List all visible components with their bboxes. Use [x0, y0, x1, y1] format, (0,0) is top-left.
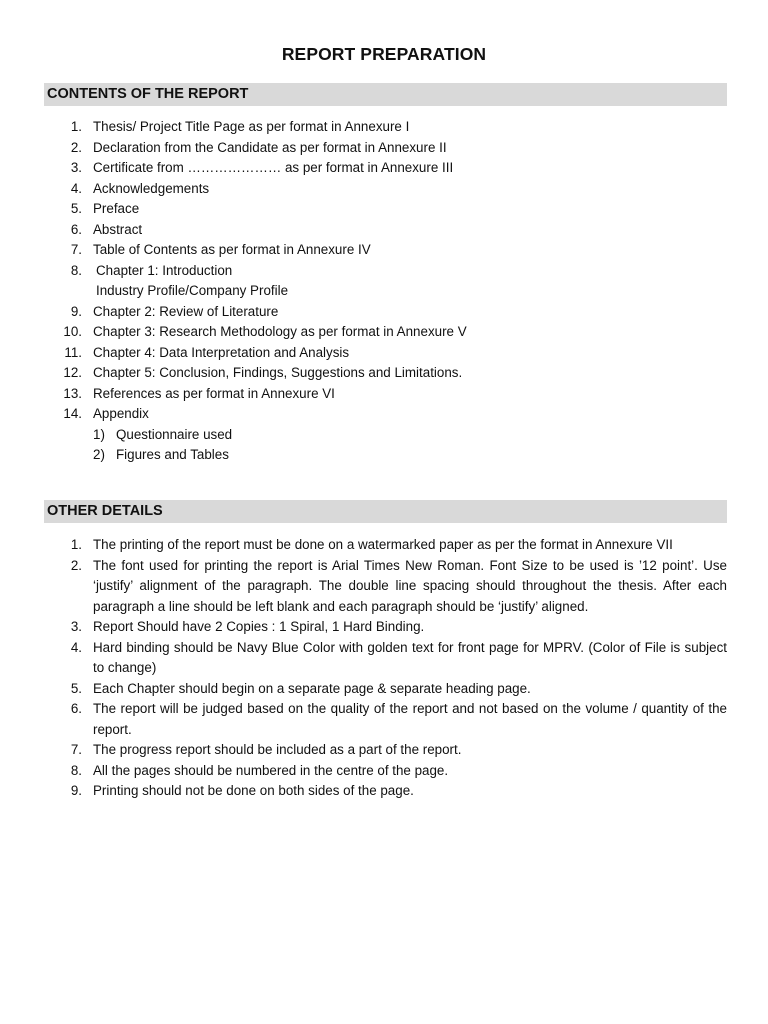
item-number: 7. — [70, 742, 82, 757]
item-text: Chapter 3: Research Methodology as per format in Annexure V — [93, 324, 467, 339]
item-text: The report will be judged based on the quality of the report and not based on the volume / quantity of the report. — [93, 701, 727, 737]
item-text: Chapter 4: Data Interpretation and Analysis — [93, 344, 350, 360]
item-number: 9. — [70, 303, 82, 319]
item-text: Chapter 5: Conclusion, Findings, Suggestions and Limitations. — [93, 365, 463, 380]
item-text: References as per format in Annexure VI — [93, 385, 335, 401]
list-item — [0, 638, 727, 679]
section-heading-contents: CONTENTS OF THE REPORT — [44, 83, 727, 106]
item-text: The progress report should be included as a part of the report. — [93, 742, 462, 757]
item-text: Report Should have 2 Copies : 1 Spiral, 1 Hard Binding. — [93, 619, 425, 634]
item-text: All the pages should be numbered in the centre of the page. — [93, 762, 449, 778]
sub-list-item — [93, 445, 727, 466]
list-item — [0, 117, 727, 138]
item-number: 1. — [70, 119, 82, 134]
list-item — [0, 384, 727, 405]
list-item — [0, 220, 727, 241]
item-number: 10. — [63, 324, 82, 339]
item-text: Each Chapter should begin on a separate page & separate heading page. — [93, 680, 531, 696]
item-number: 2. — [70, 557, 82, 573]
list-item — [0, 261, 727, 302]
item-number: 7. — [70, 242, 82, 257]
item-number: 3. — [70, 619, 82, 634]
item-number: 1. — [70, 537, 82, 552]
item-number: 11. — [64, 344, 82, 360]
list-item — [0, 363, 727, 384]
item-text: Chapter 2: Review of Literature — [93, 303, 279, 319]
list-item — [0, 343, 727, 364]
item-text: Appendix — [93, 406, 149, 421]
sub-item-number: 2) — [93, 447, 105, 462]
item-number: 9. — [70, 783, 82, 798]
page-title: REPORT PREPARATION — [281, 44, 487, 64]
item-text: Declaration from the Candidate as per format in Annexure II — [93, 139, 447, 155]
sub-item-text: Figures and Tables — [116, 447, 229, 462]
list-item — [0, 699, 727, 740]
list-item — [0, 240, 727, 261]
item-text: Acknowledgements — [93, 180, 210, 196]
item-number: 4. — [70, 180, 82, 196]
item-text: Thesis/ Project Title Page as per format in Annexure I — [93, 119, 410, 134]
other-details-list — [0, 535, 727, 802]
item-number: 6. — [70, 701, 82, 716]
item-text: Table of Contents as per format in Annexure IV — [93, 242, 371, 257]
item-number: 8. — [70, 262, 82, 278]
item-number: 12. — [63, 365, 82, 380]
item-text: The printing of the report must be done on a watermarked paper as per the format in Annexure VII — [93, 537, 673, 552]
list-item — [0, 761, 727, 782]
item-subtext: Industry Profile/Company Profile — [96, 283, 289, 298]
list-item — [0, 556, 727, 618]
list-item — [0, 535, 727, 556]
item-number: 6. — [70, 221, 82, 237]
item-text: Certificate from ………………… as per format in Annexure III — [93, 160, 454, 175]
item-text: Printing should not be done on both sides of the page. — [93, 783, 414, 798]
list-item — [0, 679, 727, 700]
item-number: 3. — [70, 160, 82, 175]
list-item — [0, 781, 727, 802]
item-number: 5. — [70, 201, 82, 216]
contents-list — [0, 117, 727, 466]
item-text: Preface — [93, 201, 140, 216]
item-text: Hard binding should be Navy Blue Color with golden text for front page for MPRV. (Color of File is subject to change) — [93, 639, 727, 675]
list-item — [0, 617, 727, 638]
item-text: Chapter 1: Introduction — [96, 262, 233, 278]
item-number: 2. — [70, 139, 82, 155]
sub-item-number: 1) — [93, 426, 105, 442]
item-number: 8. — [70, 762, 82, 778]
list-item — [0, 404, 727, 466]
item-number: 5. — [70, 680, 82, 696]
item-number: 14. — [63, 406, 82, 421]
section-heading-other-details: OTHER DETAILS — [44, 500, 727, 523]
item-number: 4. — [70, 639, 82, 655]
list-item — [0, 322, 727, 343]
sub-list-item — [93, 425, 727, 446]
list-item — [0, 158, 727, 179]
sub-item-text: Questionnaire used — [116, 426, 233, 442]
list-item — [0, 138, 727, 159]
list-item — [0, 179, 727, 200]
list-item — [0, 302, 727, 323]
list-item — [0, 199, 727, 220]
item-text: Abstract — [93, 221, 143, 237]
list-item — [0, 740, 727, 761]
item-text: The font used for printing the report is Arial Times New Roman. Font Size to be used is ’12 point’. Use ‘justify’ alignment of the paragraph. The double line spacing should throughout the thesis. After each paragraph a line should be left blank and each paragraph should be ‘justify’ aligned. — [93, 557, 727, 614]
item-number: 13. — [63, 385, 82, 401]
